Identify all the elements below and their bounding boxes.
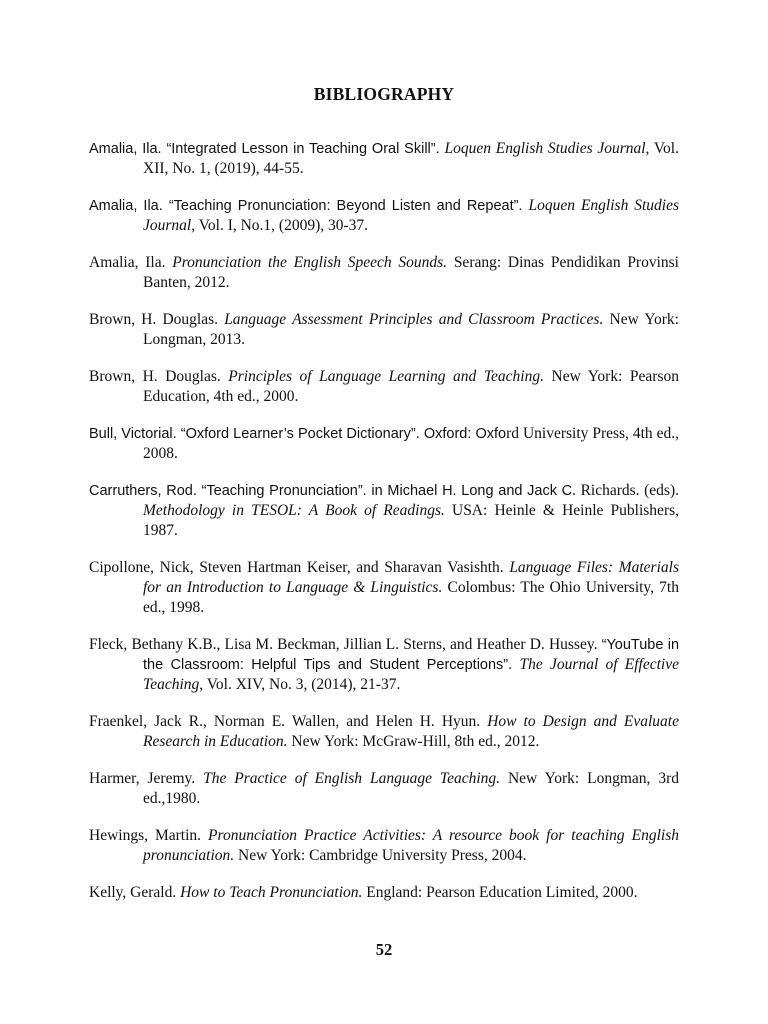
reference-source: The Journal of Effective Teaching (143, 656, 679, 693)
reference-author: Amalia, Ila. (89, 141, 167, 157)
reference-author: Bull, Victorial. (89, 426, 181, 442)
reference-source: Pronunciation Practice Activities: A resource book for teaching English pronunciation. (143, 827, 679, 864)
reference-details: Vol. XII, No. 1, (2019), 44-55. (143, 140, 679, 177)
reference-details: New York: Cambridge University Press, 2004. (234, 847, 527, 864)
reference-article-title: “YouTube in the Classroom: Helpful Tips and Student Perceptions”. (143, 637, 680, 673)
reference-author: Amalia, Ila. (89, 198, 169, 214)
reference-list (89, 139, 679, 920)
reference-source: Loquen English Studies Journal, (444, 140, 650, 157)
reference-details: Serang: Dinas Pendidikan Provinsi Banten, 2012. (143, 254, 679, 291)
reference-article-title: “Oxford Learner’s Pocket Dictionary”. Oxford: Oxfo (180, 426, 507, 442)
reference-entry (89, 558, 679, 618)
reference-entry (89, 310, 679, 350)
reference-entry (89, 139, 679, 179)
reference-publisher: USA: Heinle & Heinle Publishers, 1987. (143, 502, 680, 539)
reference-details: New York: McGraw-Hill, 8th ed., 2012. (287, 733, 540, 750)
reference-entry (89, 883, 679, 903)
reference-author: Amalia, Ila. (89, 254, 173, 271)
reference-details: , Vol. XIV, No. 3, (2014), 21-37. (199, 676, 401, 693)
reference-source: Principles of Language Learning and Teaching. (228, 368, 544, 385)
reference-author: Cipollone, Nick, Steven Hartman Keiser, and Sharavan Vasishth. (89, 559, 510, 576)
reference-details: rd University Press, 4th ed., 2008. (143, 425, 679, 462)
page-number: 52 (375, 940, 393, 959)
reference-article-title: “Teaching Pronunciation”. in Michael H. Long and Jack C (201, 483, 573, 499)
reference-author: Brown, H. Douglas. (89, 368, 229, 385)
reference-author: Kelly, Gerald. (89, 884, 181, 901)
reference-source: The Practice of English Language Teaching. (203, 770, 501, 787)
page-title: BIBLIOGRAPHY (313, 84, 455, 104)
reference-source: Loquen English Studies Journal (143, 197, 680, 234)
reference-author: Hewings, Martin. (89, 827, 209, 844)
reference-entry (89, 424, 679, 464)
reference-details: Colombus: The Ohio University, 7th ed., 1998. (143, 579, 679, 616)
reference-source: Language Assessment Principles and Classroom Practices. (224, 311, 604, 328)
reference-author: Brown, H. Douglas. (89, 311, 225, 328)
reference-entry (89, 481, 679, 541)
reference-entry (89, 635, 679, 695)
reference-author: Carruthers, Rod. (89, 483, 202, 499)
reference-book-title: Methodology in TESOL: A Book of Readings. (143, 502, 445, 519)
reference-details: New York: Longman, 3rd ed.,1980. (143, 770, 680, 807)
reference-details: New York: Longman, 2013. (143, 311, 679, 348)
reference-entry (89, 826, 679, 866)
reference-author: Fleck, Bethany K.B., Lisa M. Beckman, Jillian L. Sterns, and Heather D. Hussey. (89, 636, 602, 653)
reference-source: Pronunciation the English Speech Sounds. (172, 254, 448, 271)
reference-entry (89, 769, 679, 809)
reference-entry (89, 196, 679, 236)
reference-article-title: “Teaching Pronunciation: Beyond Listen and Repeat”. (168, 198, 529, 214)
reference-entry (89, 367, 679, 407)
reference-details: England: Pearson Education Limited, 2000. (362, 884, 638, 901)
reference-author: Harmer, Jeremy. (89, 770, 204, 787)
reference-author: Fraenkel, Jack R., Norman E. Wallen, and Helen H. Hyun. (89, 713, 488, 730)
reference-entry (89, 712, 679, 752)
reference-source: Language Files: Materials for an Introduction to Language & Linguistics. (143, 559, 679, 596)
reference-details: New York: Pearson Education, 4th ed., 2000. (143, 368, 679, 405)
reference-entry (89, 253, 679, 293)
reference-details: . Richards. (eds). (572, 482, 679, 499)
reference-article-title: “Integrated Lesson in Teaching Oral Skill”. (166, 141, 445, 157)
reference-source: How to Design and Evaluate Research in Education. (143, 713, 679, 750)
reference-details: , Vol. I, No.1, (2009), 30-37. (191, 217, 369, 234)
reference-source: How to Teach Pronunciation. (180, 884, 363, 901)
